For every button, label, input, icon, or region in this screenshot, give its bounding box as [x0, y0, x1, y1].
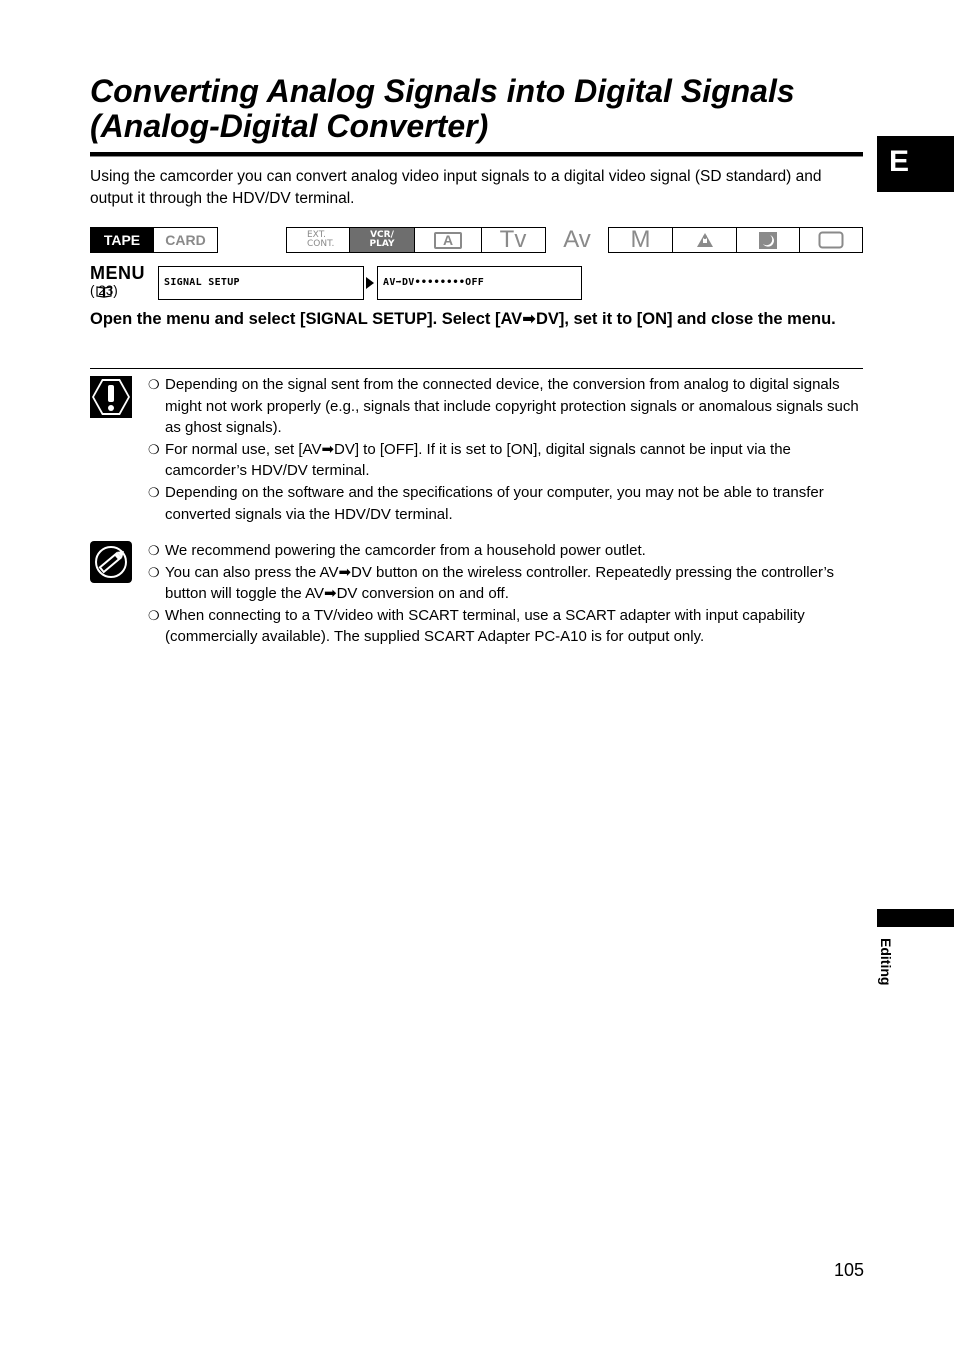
- media-card-label: CARD: [165, 232, 206, 248]
- mode-night: [736, 227, 800, 253]
- list-item: [148, 439, 864, 482]
- list-item: [148, 540, 864, 562]
- page-title: Converting Analog Signals into Digital Signals (Analog-Digital Converter): [90, 73, 795, 144]
- mode-tv-label: Tv: [499, 226, 527, 253]
- caution-note-text: For normal use, set [AV➡DV] to [OFF]. If it is set to [ON], digital signals cannot be input via the camcorder’s HDV/DV terminal.: [165, 440, 791, 480]
- blank-mode-icon: [818, 231, 844, 249]
- menu-label: MENU: [90, 263, 145, 283]
- language-tab: E: [877, 136, 954, 192]
- list-item: [148, 482, 864, 525]
- caution-notes: [148, 374, 864, 525]
- bullet-icon: ❍: [148, 441, 160, 457]
- tip-note-text: You can also press the AV➡DV button on the wireless controller. Repeatedly pressing the controller’s button will toggle the AV➡DV conversion on and off.: [165, 563, 835, 603]
- control-ext-cont: [286, 227, 350, 253]
- mode-tv: [481, 227, 546, 253]
- bullet-icon: ❍: [148, 543, 160, 558]
- menu-page-reference-text: ( 23): [90, 283, 118, 298]
- section-label: Editing: [878, 938, 894, 986]
- menu-page-reference: [90, 283, 118, 298]
- book-icon: [96, 286, 112, 301]
- page-number: 105: [833, 1260, 864, 1280]
- bullet-icon: ❍: [148, 377, 160, 392]
- list-item: [148, 562, 864, 605]
- caution-icon: [90, 376, 132, 418]
- bullet-icon: ❍: [148, 484, 160, 500]
- menu-path-step-1: [158, 266, 364, 300]
- menu-path-step-1-label: SIGNAL SETUP: [164, 277, 240, 288]
- spotlight-mode-icon: [696, 232, 714, 248]
- caution-note-text: Depending on the signal sent from the connected device, the conversion from analog to digital signals might not work properly (e.g., signals that include copyright protection signals or anomalous signals such as ghost signals).: [165, 376, 859, 437]
- control-ext-cont-line2: CONT.: [307, 239, 335, 249]
- intro-paragraph: Using the camcorder you can convert analog video input signals to a digital video signal (SD standard) and output it through the HDV/DV terminal.: [90, 168, 822, 207]
- control-vcr-play-line2: PLAY: [369, 239, 395, 249]
- mode-spotlight: [672, 227, 737, 253]
- media-tape-label: TAPE: [103, 232, 141, 248]
- memo-pencil-icon: [90, 541, 132, 583]
- mode-av: [546, 227, 608, 253]
- list-item: [148, 374, 864, 439]
- title-rule-shadow: [90, 156, 863, 157]
- night-mode-icon: [759, 232, 777, 249]
- menu-path-step-2-label: AV➡DV••••••••OFF: [383, 277, 485, 288]
- bullet-icon: ❍: [148, 607, 160, 623]
- tip-note-text: When connecting to a TV/video with SCART terminal, use a SCART adapter with input capability (commercially available). The supplied SCART Adapter PC-A10 is for output only.: [165, 606, 805, 646]
- bullet-icon: ❍: [148, 564, 160, 580]
- tip-notes: [148, 540, 864, 648]
- mode-auto-label: A: [434, 232, 462, 249]
- mode-manual-label: M: [630, 226, 651, 253]
- tip-note-text: We recommend powering the camcorder from a household power outlet.: [165, 542, 646, 559]
- caution-note-text: Depending on the software and the specifications of your computer, you may not be able to transfer converted signals via the HDV/DV terminal.: [165, 483, 824, 523]
- instruction-text: Open the menu and select [SIGNAL SETUP]. Select [AV➡DV], set it to [ON] and close the menu.: [90, 310, 836, 328]
- section-tab-marker: [877, 909, 954, 927]
- mode-manual: [608, 227, 673, 253]
- menu-path-step-2: [377, 266, 582, 300]
- mode-auto: [414, 227, 482, 253]
- mode-av-label: Av: [563, 226, 591, 253]
- mode-blank: [799, 227, 863, 253]
- menu-arrow-icon: [365, 276, 375, 290]
- control-vcr-play-line1: VCR/: [370, 230, 394, 240]
- control-ext-cont-line1: EXT.: [307, 230, 326, 240]
- media-tape: [90, 227, 154, 253]
- media-card: [153, 227, 218, 253]
- control-vcr-play: [349, 227, 415, 253]
- list-item: [148, 605, 864, 648]
- instruction-rule: [90, 368, 863, 369]
